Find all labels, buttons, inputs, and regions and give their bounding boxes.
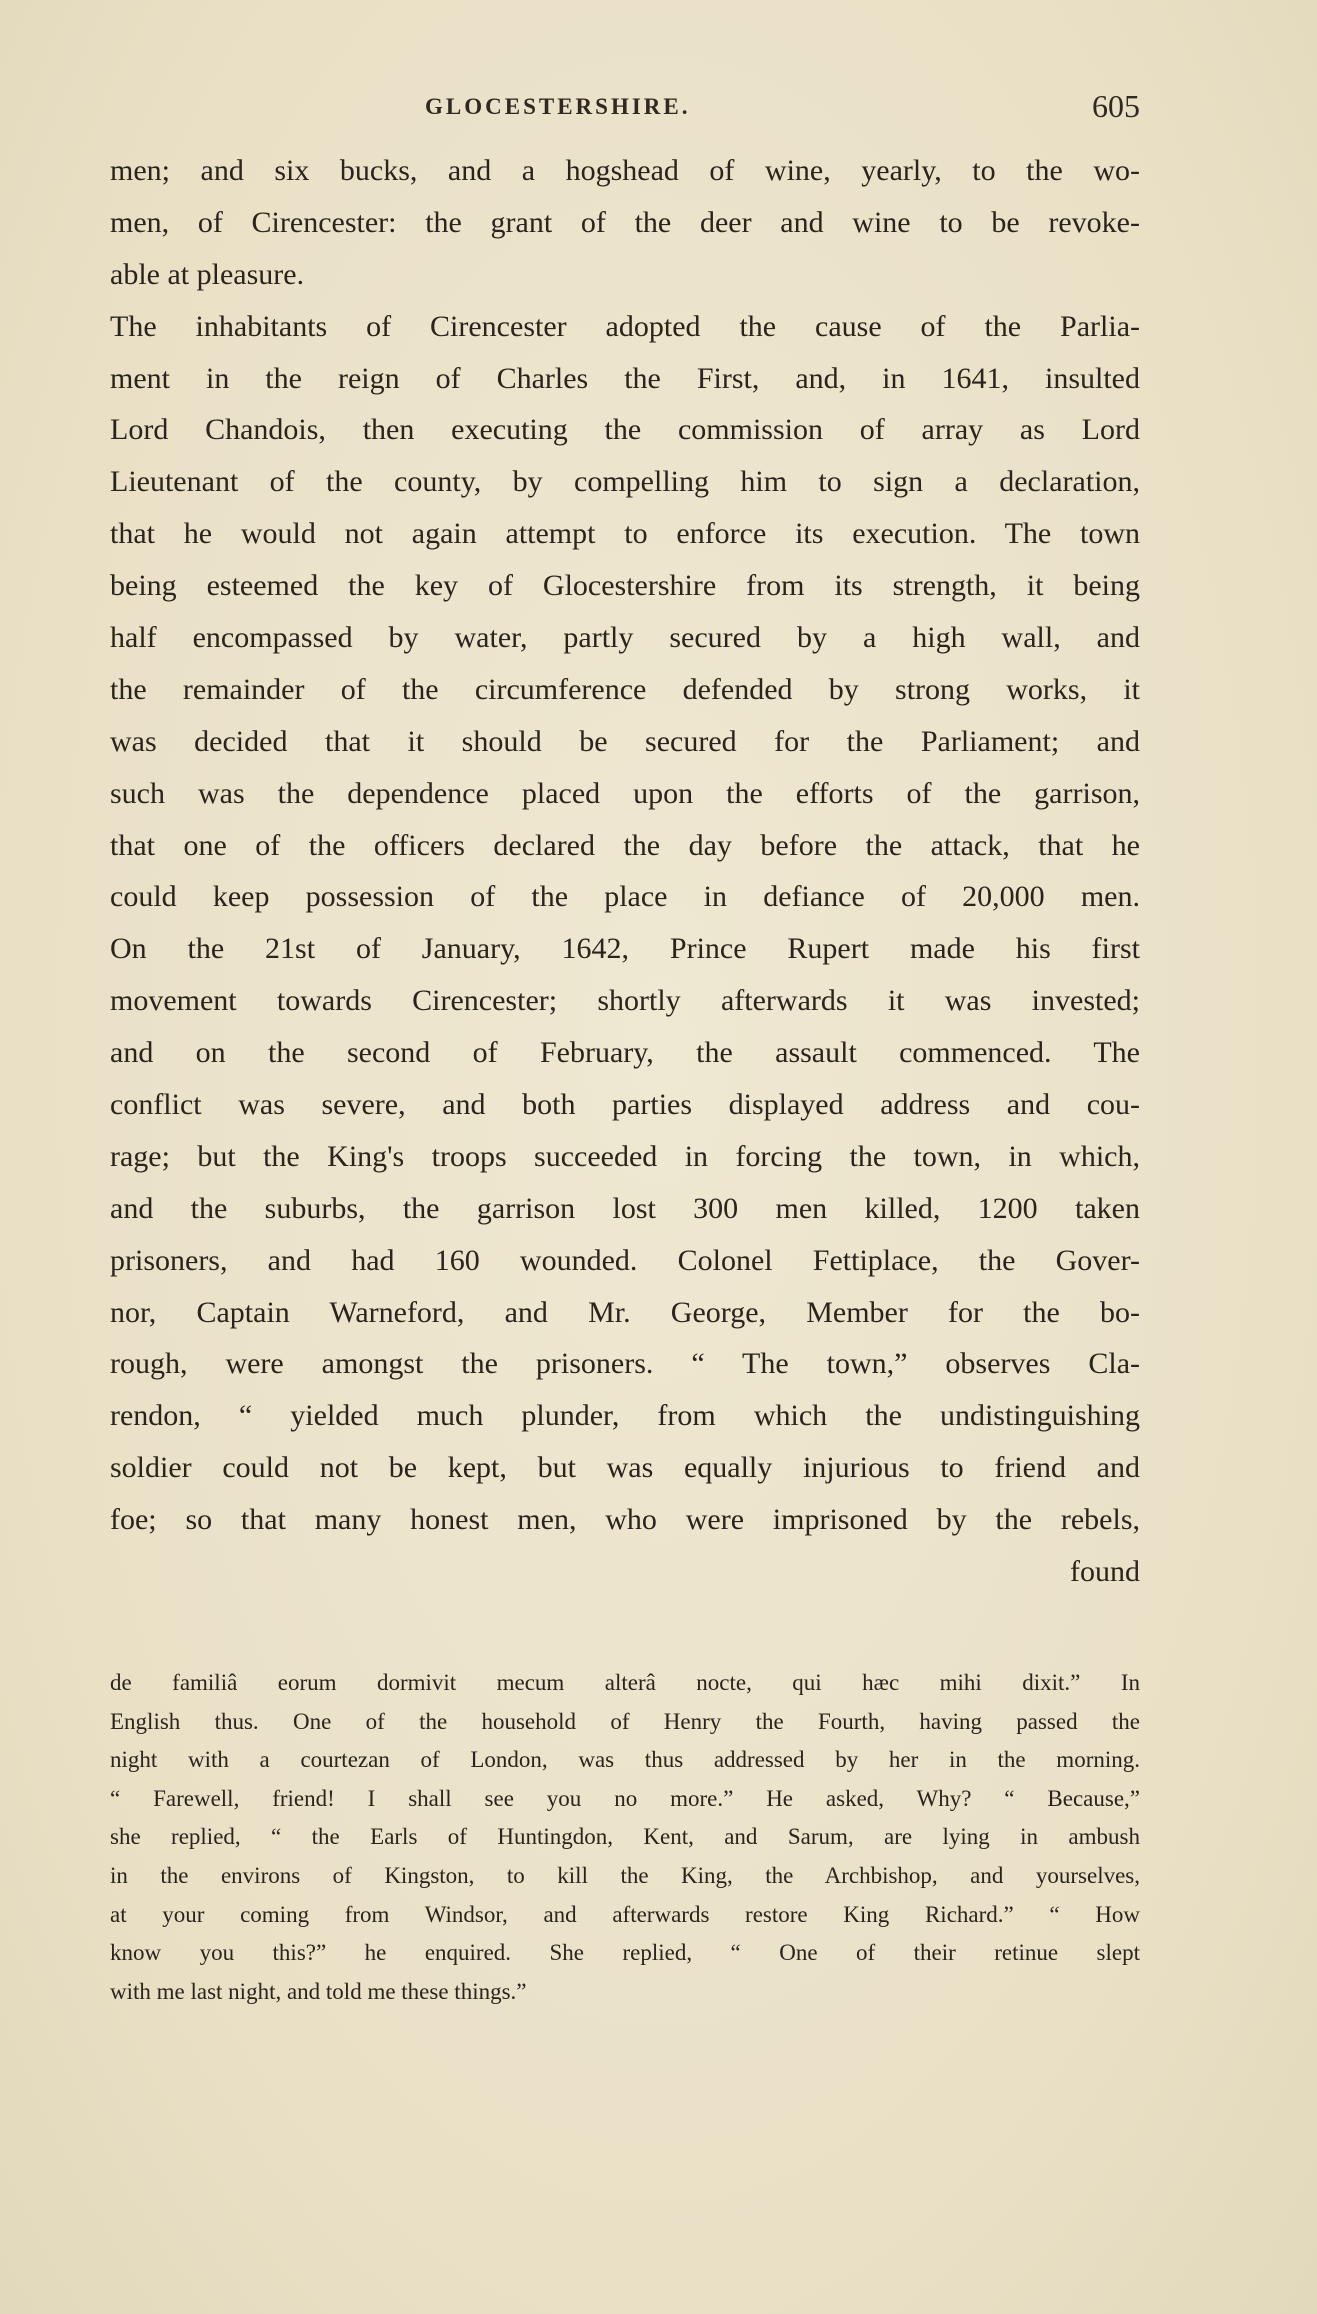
footnote-line: at your coming from Windsor, and afterwards restore King Richard.” “ How xyxy=(110,1901,1140,1927)
text-line: Lieutenant of the county, by compelling him to sign a declaration, xyxy=(110,465,1140,499)
text-line: such was the dependence placed upon the efforts of the garrison, xyxy=(110,776,1140,810)
text-line: rendon, “ yielded much plunder, from which the undistinguishing xyxy=(110,1399,1140,1433)
text-line: conflict was severe, and both parties displayed address and cou- xyxy=(110,1088,1140,1122)
text-line: ment in the reign of Charles the First, and, in 1641, insulted xyxy=(110,361,1140,395)
text-line: that one of the officers declared the day before the attack, that he xyxy=(110,828,1140,862)
text-line: rough, were amongst the prisoners. “ The town,” observes Cla- xyxy=(110,1347,1140,1381)
running-title: GLOCESTERSHIRE. xyxy=(425,94,691,119)
text-line: able at pleasure. xyxy=(110,257,305,291)
catchword: found xyxy=(1070,1555,1140,1589)
text-line: prisoners, and had 160 wounded. Colonel Fettiplace, the Gover- xyxy=(110,1243,1140,1277)
footnote-line: she replied, “ the Earls of Huntingdon, Kent, and Sarum, are lying in ambush xyxy=(110,1824,1140,1850)
text-line: movement towards Cirencester; shortly afterwards it was invested; xyxy=(110,984,1140,1018)
footnote-line: English thus. One of the household of Henry the Fourth, having passed the xyxy=(110,1708,1140,1734)
text-line: soldier could not be kept, but was equally injurious to friend and xyxy=(110,1451,1140,1485)
text-line: half encompassed by water, partly secured by a high wall, and xyxy=(110,621,1140,655)
footnote-line: with me last night, and told me these things.” xyxy=(110,1978,527,2004)
footnote-line: de familiâ eorum dormivit mecum alterâ nocte, qui hæc mihi dixit.” In xyxy=(110,1670,1140,1695)
page-number: 605 xyxy=(1092,88,1140,124)
text-line: On the 21st of January, 1642, Prince Rupert made his first xyxy=(110,932,1140,966)
text-line: the remainder of the circumference defended by strong works, it xyxy=(110,672,1140,706)
text-line: foe; so that many honest men, who were imprisoned by the rebels, xyxy=(110,1503,1140,1537)
text-line: The inhabitants of Cirencester adopted the cause of the Parlia- xyxy=(110,309,1140,343)
footnote-line: know you this?” he enquired. She replied, “ One of their retinue slept xyxy=(110,1940,1140,1966)
text-line: was decided that it should be secured for the Parliament; and xyxy=(110,724,1140,758)
text-line: Lord Chandois, then executing the commission of array as Lord xyxy=(110,413,1140,447)
footnote-line: “ Farewell, friend! I shall see you no more.” He asked, Why? “ Because,” xyxy=(110,1785,1140,1811)
text-line: men; and six bucks, and a hogshead of wine, yearly, to the wo- xyxy=(110,154,1140,187)
text-line: men, of Cirencester: the grant of the deer and wine to be revoke- xyxy=(110,205,1140,239)
main-text xyxy=(110,145,1140,1598)
text-line: and on the second of February, the assault commenced. The xyxy=(110,1036,1140,1070)
text-line: and the suburbs, the garrison lost 300 men killed, 1200 taken xyxy=(110,1191,1140,1225)
footnote-line: in the environs of Kingston, to kill the King, the Archbishop, and yourselves, xyxy=(110,1862,1140,1888)
footnote-block xyxy=(110,1664,1140,2011)
text-line: could keep possession of the place in defiance of 20,000 men. xyxy=(110,880,1140,914)
running-head xyxy=(110,88,1140,128)
text-line: rage; but the King's troops succeeded in forcing the town, in which, xyxy=(110,1139,1140,1173)
text-line: nor, Captain Warneford, and Mr. George, Member for the bo- xyxy=(110,1295,1140,1329)
text-line: being esteemed the key of Glocestershire from its strength, it being xyxy=(110,569,1140,603)
text-line: that he would not again attempt to enforce its execution. The town xyxy=(110,517,1140,551)
footnote-line: night with a courtezan of London, was thus addressed by her in the morning. xyxy=(110,1747,1140,1773)
